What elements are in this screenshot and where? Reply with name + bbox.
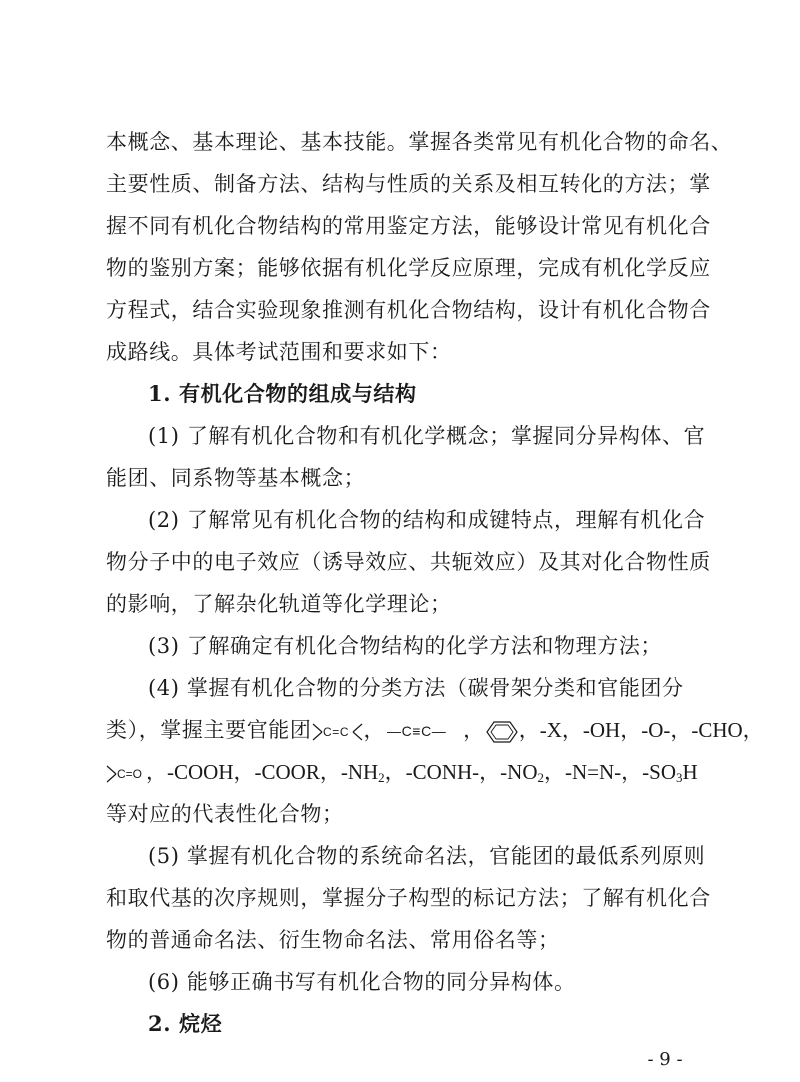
intro-line-2: 主要性质、制备方法、结构与性质的关系及相互转化的方法；掌 bbox=[106, 172, 711, 196]
intro-line-4: 物的鉴别方案；能够依据有机化学反应原理，完成有机化学反应 bbox=[106, 256, 711, 280]
separator-2: ， bbox=[463, 718, 485, 742]
item-2-line-2: 物分子中的电子效应（诱导效应、共轭效应）及其对化合物性质 bbox=[106, 550, 711, 574]
carbonyl-group-label: C=O bbox=[117, 767, 143, 782]
item-4-line-2-text: 类），掌握主要官能团 bbox=[106, 718, 312, 742]
item-1-line-1: (1) 了解有机化合物和有机化学概念；掌握同分异构体、官 bbox=[148, 424, 706, 448]
item-5-line-2: 和取代基的次序规则，掌握分子构型的标记方法；了解有机化合 bbox=[106, 886, 711, 910]
alkene-group-icon bbox=[312, 721, 364, 743]
item-4-line-2-rest: ，-X，-OH，-O-，-CHO， bbox=[518, 718, 764, 742]
item-5-line-1: (5) 掌握有机化合物的系统命名法，官能团的最低系列原则 bbox=[148, 844, 706, 868]
alkene-group-label: C=C bbox=[322, 724, 349, 739]
item-2-line-1: (2) 了解常见有机化合物的结构和成键特点，理解有机化合 bbox=[148, 508, 706, 532]
item-4-line-1: (4) 掌握有机化合物的分类方法（碳骨架分类和官能团分 bbox=[148, 676, 684, 700]
benzene-ring-icon bbox=[485, 720, 519, 744]
intro-line-1: 本概念、基本理论、基本技能。掌握各类常见有机化合物的命名、 bbox=[106, 130, 733, 154]
nh2-subscript: 2 bbox=[378, 770, 385, 785]
intro-line-5: 方程式，结合实验现象推测有机化合物结构，设计有机化合物合 bbox=[106, 298, 711, 322]
separator-1: ， bbox=[363, 718, 386, 742]
item-1-line-2: 能团、同系物等基本概念； bbox=[106, 466, 366, 490]
item-2-line-3: 的影响，了解杂化轨道等化学理论； bbox=[106, 592, 452, 616]
item-4-line-3-c: ，-N=N-，-SO bbox=[544, 760, 676, 784]
section-1-heading: 1. 有机化合物的组成与结构 bbox=[148, 381, 417, 406]
item-5-line-3: 物的普通命名法、衍生物命名法、常用俗名等； bbox=[106, 928, 560, 952]
item-4-line-3 bbox=[106, 757, 696, 787]
section-2-heading: 2. 烷烃 bbox=[148, 1011, 223, 1036]
item-4-line-4: 等对应的代表性化合物； bbox=[106, 802, 344, 826]
item-4-line-3-b: ，-CONH-，-NO bbox=[384, 760, 538, 784]
item-4-line-3-d: H bbox=[682, 760, 698, 784]
alkyne-group-icon bbox=[385, 721, 463, 743]
intro-line-3: 握不同有机化合物结构的常用鉴定方法，能够设计常见有机化合 bbox=[106, 214, 711, 238]
no2-subscript: 2 bbox=[537, 770, 544, 785]
item-4-line-3-a: ，-COOH，-COOR，-NH bbox=[146, 760, 379, 784]
so3-subscript: 3 bbox=[676, 770, 683, 785]
item-3-line-1: (3) 了解确定有机化合物结构的化学方法和物理方法； bbox=[148, 634, 663, 658]
page-number: - 9 - bbox=[647, 1049, 683, 1070]
item-6-line-1: (6) 能够正确书写有机化合物的同分异构体。 bbox=[148, 970, 576, 994]
item-4-line-2 bbox=[106, 715, 764, 745]
alkyne-group-label: —C≡C— bbox=[387, 722, 447, 739]
intro-line-6: 成路线。具体考试范围和要求如下： bbox=[106, 340, 452, 364]
carbonyl-group-icon bbox=[106, 763, 146, 785]
